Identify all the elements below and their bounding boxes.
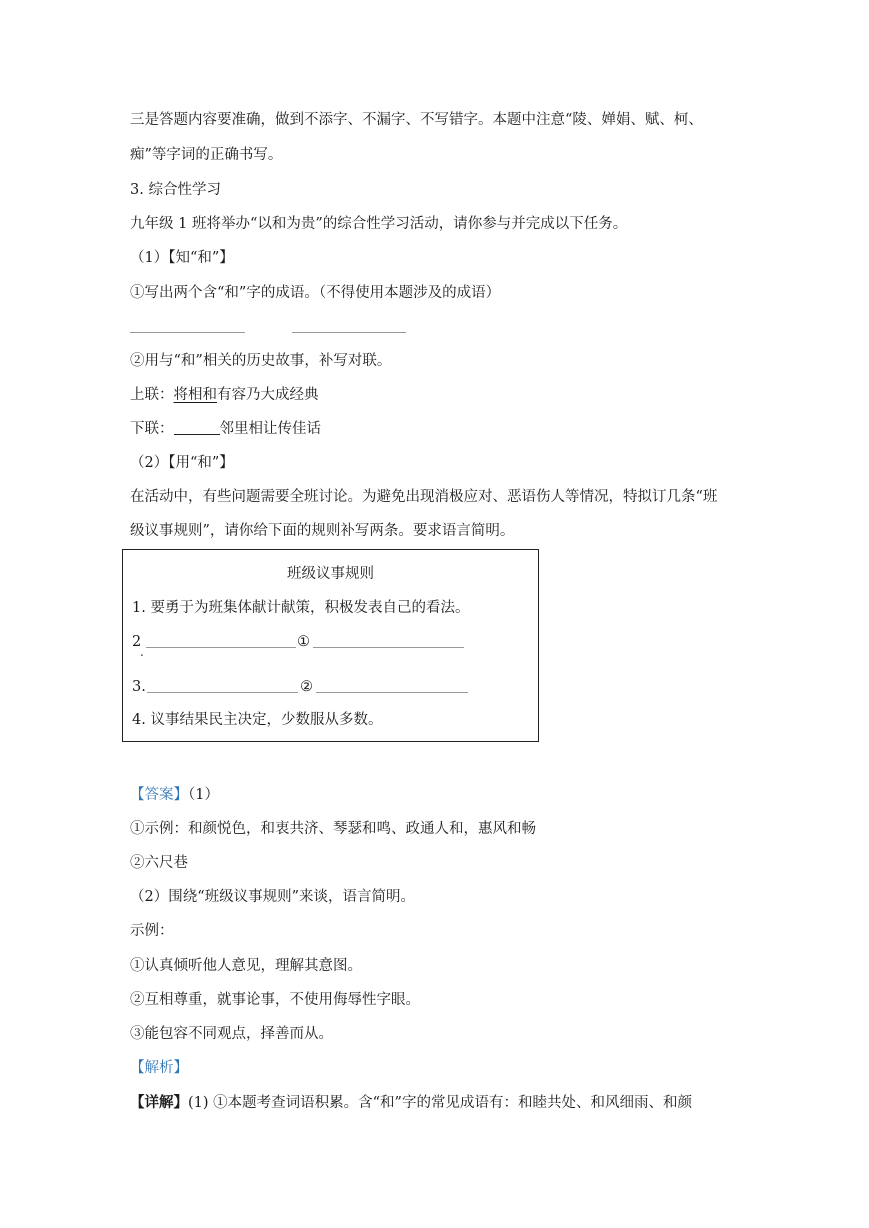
idiom-answer-blank-2[interactable] <box>292 332 406 333</box>
intro-line-1: 三是答题内容要准确，做到不添字、不漏字、不写错字。本题中注意“陵、婵娟、赋、柯、 <box>130 112 703 128</box>
couplet-upper-rest: 有容乃大成经典 <box>217 387 319 403</box>
part1-item-2: ②用与“和”相关的历史故事，补写对联。 <box>130 353 392 369</box>
rule-2-blank-right[interactable] <box>313 647 464 648</box>
rule-4: 4. 议事结果民主决定，少数服从多数。 <box>132 712 383 728</box>
rule-3-blank[interactable] <box>147 692 298 693</box>
rule-2-dot: . <box>140 645 144 659</box>
couplet-lower-label: 下联： <box>130 421 174 437</box>
question-heading: 3. 综合性学习 <box>130 182 221 198</box>
answer-line-3: （2）围绕“班级议事规则”来谈，语言简明。 <box>130 889 416 905</box>
rule-2-number: 2 <box>132 634 142 650</box>
detail-label: 【详解】 <box>130 1094 188 1111</box>
rule-1: 1. 要勇于为班集体献计献策，积极发表自己的看法。 <box>132 600 470 616</box>
answer-line-5: ①认真倾听他人意见，理解其意图。 <box>130 958 362 974</box>
rule-2-mark: ① <box>297 634 310 650</box>
rule-2-blank[interactable] <box>146 647 296 648</box>
answer-line-6: ②互相尊重，就事论事，不使用侮辱性字眼。 <box>130 992 420 1008</box>
answer-header <box>130 785 219 805</box>
rules-title: 班级议事规则 <box>287 566 374 582</box>
part1-title: （1）【知“和”】 <box>130 250 234 266</box>
answer-line-4: 示例： <box>130 923 174 939</box>
answer-part1: （1） <box>188 787 219 803</box>
rule-3-number: 3. <box>132 679 146 695</box>
couplet-lower-blank[interactable] <box>174 419 220 435</box>
answer-line-7: ③能包容不同观点，择善而从。 <box>130 1026 333 1042</box>
couplet-lower-rest: 邻里相让传佳话 <box>219 421 321 437</box>
analysis-label: 【解析】 <box>130 1060 188 1076</box>
couplet-lower <box>130 419 321 439</box>
analysis-detail <box>130 1093 692 1113</box>
rules-box <box>122 549 539 742</box>
part2-desc-1: 在活动中，有些问题需要全班讨论。为避免出现消极应对、恶语伤人等情况，特拟订几条“班 <box>130 489 718 505</box>
question-description: 九年级 1 班将举办“以和为贵”的综合性学习活动，请你参与并完成以下任务。 <box>130 216 628 232</box>
couplet-upper-label: 上联： <box>130 387 174 403</box>
couplet-upper <box>130 385 319 405</box>
answer-line-2: ②六尺巷 <box>130 855 188 871</box>
couplet-upper-underlined: 将相和 <box>173 387 217 403</box>
answer-label: 【答案】 <box>130 787 188 803</box>
intro-line-2: 痴”等字词的正确书写。 <box>130 147 283 163</box>
answer-line-1: ①示例：和颜悦色，和衷共济、琴瑟和鸣、政通人和，惠风和畅 <box>130 821 536 837</box>
rule-3-mark: ② <box>300 679 313 695</box>
idiom-answer-blank-1[interactable] <box>130 332 245 333</box>
part2-title: （2）【用“和”】 <box>130 455 234 471</box>
part1-item-1: ①写出两个含“和”字的成语。（不得使用本题涉及的成语） <box>130 285 501 301</box>
rule-3-blank-right[interactable] <box>316 692 468 693</box>
detail-text: (1) ①本题考查词语积累。含“和”字的常见成语有：和睦共处、和风细雨、和颜 <box>188 1095 692 1111</box>
part2-desc-2: 级议事规则”，请你给下面的规则补写两条。要求语言简明。 <box>130 523 515 539</box>
